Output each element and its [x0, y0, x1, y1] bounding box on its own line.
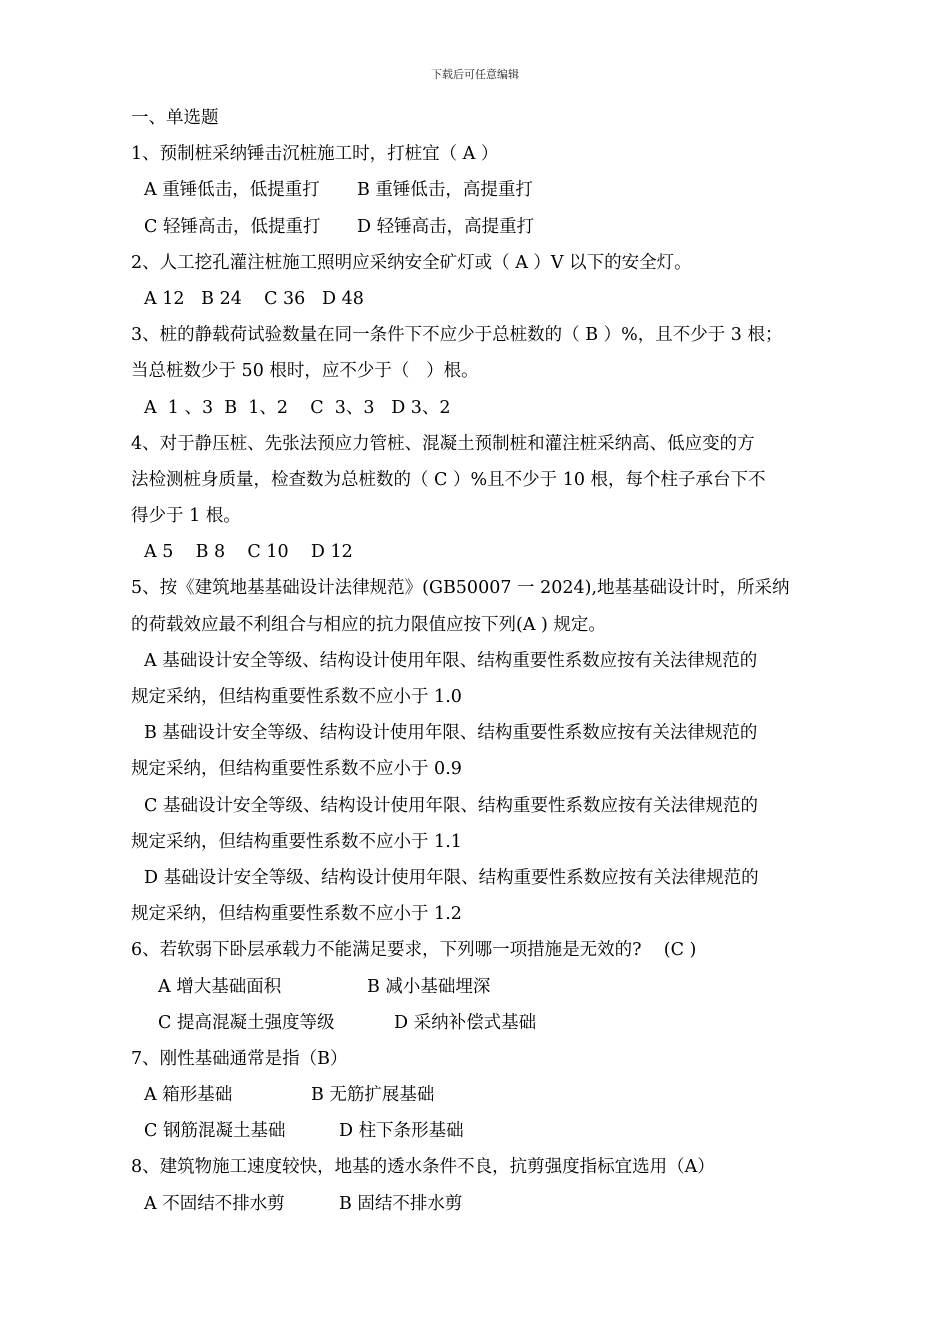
- question-3-options: A 1 、3 B 1、2 C 3、3 D 3、2: [144, 397, 451, 418]
- question-7-option-d: D 柱下条形基础: [339, 1121, 464, 1142]
- question-6-option-d: D 采纳补偿式基础: [394, 1012, 537, 1033]
- question-5-option-c-line-1: C 基础设计安全等级、结构设计使用年限、结构重要性系数应按有关法律规范的: [144, 795, 758, 816]
- question-8-option-a: A 不固结不排水剪: [144, 1193, 285, 1214]
- question-5-option-a-line-1: A 基础设计安全等级、结构设计使用年限、结构重要性系数应按有关法律规范的: [144, 650, 758, 671]
- question-6-option-b: B 减小基础埋深: [367, 976, 491, 997]
- question-6-options-row-2: [131, 1005, 831, 1041]
- question-5-option-c-line-2: 规定采纳，但结构重要性系数不应小于 1.1: [131, 831, 462, 852]
- question-2-stem: 2、人工挖孔灌注桩施工照明应采纳安全矿灯或（ A ）V 以下的安全灯。: [131, 252, 692, 273]
- question-8-option-b: B 固结不排水剪: [339, 1193, 463, 1214]
- question-5-stem-line-2: 的荷载效应最不利组合与相应的抗力限值应按下列(A ) 规定。: [131, 614, 606, 635]
- question-4-stem-line-1: 4、对于静压桩、先张法预应力管桩、混凝土预制桩和灌注桩采纳高、低应变的方: [131, 433, 755, 454]
- question-1-options-row-1: [131, 172, 831, 208]
- question-5-option-d-line-1: D 基础设计安全等级、结构设计使用年限、结构重要性系数应按有关法律规范的: [144, 867, 759, 888]
- question-5-stem-line-1: 5、按《建筑地基基础设计法律规范》(GB50007 一 2024),地基基础设计时，所采纳: [131, 578, 790, 599]
- question-8-stem: 8、建筑物施工速度较快，地基的透水条件不良，抗剪强度指标宜选用（A）: [131, 1157, 715, 1178]
- document-body: [131, 100, 831, 1222]
- question-6-option-c: C 提高混凝土强度等级: [158, 1012, 335, 1033]
- section-title: 一、单选题: [131, 108, 219, 128]
- question-1-option-d: D 轻锤高击，高提重打: [357, 216, 535, 237]
- question-5-option-b-line-2: 规定采纳，但结构重要性系数不应小于 0.9: [131, 759, 462, 780]
- question-6-stem: 6、若软弱下卧层承载力不能满足要求，下列哪一项措施是无效的? (C ): [131, 940, 697, 961]
- question-7-options-row-1: [131, 1077, 831, 1113]
- question-4-stem-line-3: 得少于 1 根。: [131, 506, 241, 527]
- question-2-options: A 12 B 24 C 36 D 48: [144, 288, 364, 309]
- question-8-options-row-1: [131, 1186, 831, 1222]
- question-3-stem-line-2: 当总桩数少于 50 根时，应不少于（ ）根。: [131, 361, 479, 382]
- question-5-option-a-line-2: 规定采纳，但结构重要性系数不应小于 1.0: [131, 687, 462, 707]
- question-3-stem-line-1: 3、桩的静载荷试验数量在同一条件下不应少于总桩数的（ B ）%，且不少于 3 根；: [131, 325, 783, 346]
- question-5-option-b-line-1: B 基础设计安全等级、结构设计使用年限、结构重要性系数应按有关法律规范的: [144, 723, 758, 744]
- question-7-options-row-2: [131, 1113, 831, 1149]
- question-4-stem-line-2: 法检测桩身质量，检查数为总桩数的（ C ）%且不少于 10 根，每个柱子承台下不: [131, 469, 766, 490]
- question-1-option-c: C 轻锤高击，低提重打: [144, 216, 321, 237]
- page-header: 下载后可任意编辑: [431, 68, 519, 81]
- question-5-option-d-line-2: 规定采纳，但结构重要性系数不应小于 1.2: [131, 904, 462, 925]
- question-7-option-c: C 钢筋混凝土基础: [144, 1121, 286, 1142]
- question-7-option-b: B 无筋扩展基础: [311, 1085, 435, 1106]
- question-1-option-b: B 重锤低击，高提重打: [357, 180, 533, 201]
- question-6-option-a: A 增大基础面积: [158, 976, 282, 997]
- question-1-option-a: A 重锤低击，低提重打: [144, 180, 320, 201]
- question-7-stem: 7、刚性基础通常是指（B）: [131, 1048, 348, 1069]
- question-1-options-row-2: [131, 209, 831, 245]
- question-4-options: A 5 B 8 C 10 D 12: [144, 542, 353, 563]
- question-1-stem: 1、预制桩采纳锤击沉桩施工时，打桩宜（ A ）: [131, 144, 499, 165]
- question-7-option-a: A 箱形基础: [144, 1085, 233, 1106]
- question-6-options-row-1: [131, 969, 831, 1005]
